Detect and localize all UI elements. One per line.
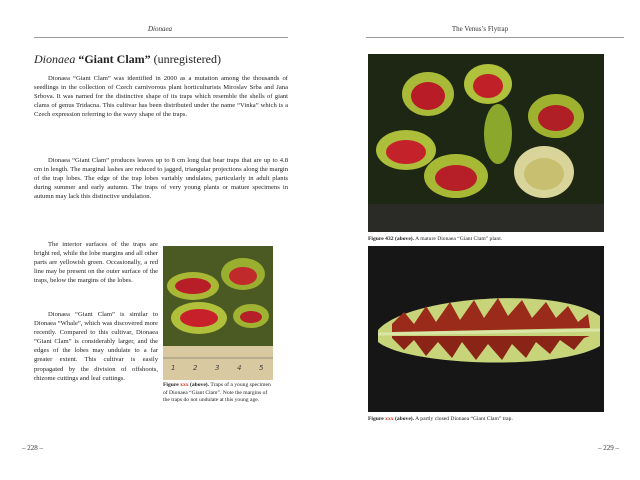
figure-caption-left: [163, 382, 275, 405]
section-title: [34, 52, 304, 66]
page-number-right: – 229 –: [598, 444, 619, 452]
caption-number: xxx: [180, 382, 189, 388]
header-rule-right: [366, 37, 624, 38]
figure-432-caption: [368, 236, 604, 244]
page-number-left: – 228 –: [22, 444, 43, 452]
closed-trap-illustration: [368, 246, 604, 412]
running-head-right: The Venus’s Flytrap: [451, 25, 509, 33]
ruler-mark-1: 1: [171, 364, 176, 372]
caption-label: Figure: [368, 416, 384, 422]
caption-position: (above).: [394, 416, 415, 422]
paragraph-4: Dionaea “Giant Clam” is similar to Dionaea “Whale”, which was discovered more recently. Compared to this cultivar, Dionaea “Giant Clam” is considerably larger, and the edges of the lobes may undulate to a far greater extent. This cultivar is easily propagated by the division of offshoots, rhizome cuttings and leaf cuttings.: [34, 311, 158, 382]
caption-label: Figure: [368, 236, 384, 242]
figure-xxx-right-caption: [368, 416, 604, 424]
caption-number: 432: [385, 236, 394, 242]
ruler-mark-4: 4: [237, 364, 242, 372]
ruler-mark-5: 5: [259, 364, 264, 372]
caption-number: xxx: [385, 416, 394, 422]
young-trap-illustration: [163, 246, 273, 380]
caption-text: A mature Dionaea “Giant Clam” plant.: [415, 236, 503, 242]
caption-position: (above).: [189, 382, 210, 388]
title-genus: Dionaea: [34, 52, 76, 66]
title-status: (unregistered): [153, 52, 221, 66]
title-cultivar: “Giant Clam”: [78, 52, 151, 66]
paragraph-2: Dionaea “Giant Clam” produces leaves up to 8 cm long that bear traps that are up to 4.8 cm in length. The marginal lashes are reduced to jagged, triangular projections along the margin of the trap lobes. The edge of the trap lobes variably undulates, particularly in adult plants during summer and early autumn. The traps of very young plants or mature specimens in autumn may lack this distinctive undulation.: [34, 157, 288, 201]
caption-position: (above).: [394, 236, 415, 242]
mature-plant-illustration: [368, 54, 604, 232]
ruler-mark-3: 3: [215, 364, 220, 372]
paragraph-3: The interior surfaces of the traps are bright red, while the lobe margins and all other parts are yellowish green. Occasionally, a red line may be present on the outer surface of the traps, below the margins of the lobes.: [34, 241, 158, 285]
header-rule-left: [34, 37, 288, 38]
caption-text: Traps of a young specimen of Dionaea “Giant Clam”. Note the margins of the traps do not undulate at this young age.: [163, 382, 271, 404]
caption-label: Figure: [163, 382, 179, 388]
paragraph-1: Dionaea “Giant Clam” was identified in 2000 as a mutation among the thousands of seedlings in the collection of Czech carnivorous plant horticulturists Miroslav Srba and Jana Srbova. It was named for the distinctive shape of its traps which resemble the shells of giant clams of genus Tridacna. This cultivar has been distributed under the name “Vinka” which is a Czech expression referring to the wavy shape of the traps.: [34, 75, 288, 119]
mature-plant-photo: [368, 54, 604, 232]
running-head-left: Dionaea: [147, 25, 173, 33]
closed-trap-photo: [368, 246, 604, 412]
ruler-mark-2: 2: [193, 364, 198, 372]
caption-text: A partly closed Dionaea “Giant Clam” trap.: [415, 416, 513, 422]
young-trap-photo: [163, 246, 273, 380]
